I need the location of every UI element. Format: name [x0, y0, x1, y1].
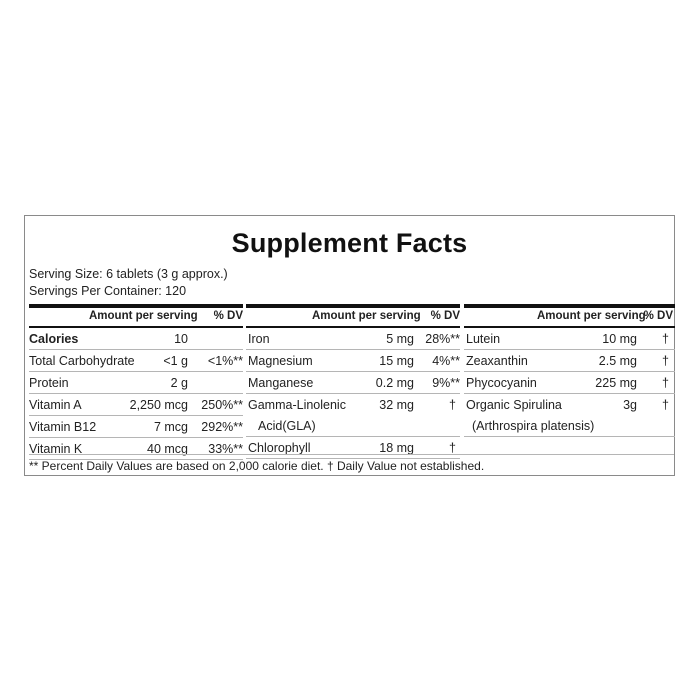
nutrient-amount: 32 mg	[379, 398, 414, 412]
dv-header: % DV	[430, 310, 460, 322]
nutrient-amount: 3g	[623, 398, 637, 412]
nutrient-row	[464, 394, 675, 415]
nutrient-name: Total Carbohydrate	[29, 354, 135, 368]
nutrient-name: Protein	[29, 376, 69, 390]
nutrient-amount: 5 mg	[386, 332, 414, 346]
nutrient-row	[29, 350, 243, 372]
nutrient-amount: 2 g	[170, 376, 188, 390]
footnote-divider	[29, 454, 674, 455]
nutrient-row	[246, 437, 460, 459]
dv-header: % DV	[643, 310, 673, 322]
nutrient-amount: 10 mg	[602, 332, 637, 346]
footnote: ** Percent Daily Values are based on 2,000 calorie diet. † Daily Value not established.	[29, 459, 485, 473]
nutrient-column-2	[246, 304, 460, 459]
nutrient-amount: 225 mg	[595, 376, 637, 390]
nutrient-name: Zeaxanthin	[466, 354, 528, 368]
nutrient-dv: 292%**	[201, 420, 243, 434]
supplement-facts-panel	[24, 215, 675, 476]
nutrient-row	[29, 328, 243, 350]
column-header	[464, 304, 675, 328]
amount-header: Amount per serving	[537, 310, 646, 322]
nutrient-dv: <1%**	[207, 354, 243, 368]
nutrient-amount: 0.2 mg	[375, 376, 414, 390]
nutrient-amount: <1 g	[163, 354, 188, 368]
nutrient-dv: 28%**	[425, 332, 460, 346]
nutrient-row	[29, 416, 243, 438]
nutrient-name: Manganese	[248, 376, 314, 390]
amount-header: Amount per serving	[312, 310, 421, 322]
dv-header: % DV	[213, 310, 243, 322]
nutrient-name: Gamma-Linolenic	[248, 398, 346, 412]
nutrient-name: Lutein	[466, 332, 501, 346]
nutrient-row	[246, 328, 460, 350]
nutrient-amount: 15 mg	[379, 354, 414, 368]
column-header	[29, 304, 243, 328]
nutrient-name: Chlorophyll	[248, 441, 311, 455]
nutrient-name: Vitamin K	[29, 442, 83, 456]
nutrient-name: Organic Spirulina	[466, 398, 562, 412]
nutrient-dv: †	[662, 354, 669, 368]
nutrient-dv: †	[662, 332, 669, 346]
nutrient-row	[246, 372, 460, 394]
nutrient-dv: †	[662, 376, 669, 390]
nutrient-amount: 2.5 mg	[598, 354, 637, 368]
nutrient-name: Iron	[248, 332, 270, 346]
nutrient-name: Magnesium	[248, 354, 313, 368]
nutrient-amount: 40 mcg	[147, 442, 188, 456]
nutrient-amount: 10	[174, 332, 188, 346]
nutrient-column-1	[29, 304, 243, 460]
nutrient-name: Calories	[29, 332, 79, 346]
nutrient-row	[246, 394, 460, 415]
nutrient-column-3	[464, 304, 675, 437]
panel-title: Supplement Facts	[231, 228, 468, 258]
column-header	[246, 304, 460, 328]
nutrient-row	[464, 328, 675, 350]
serving-size: Serving Size: 6 tablets (3 g approx.)	[29, 267, 228, 281]
nutrient-name: Phycocyanin	[466, 376, 537, 390]
nutrient-row	[29, 438, 243, 460]
nutrient-dv: †	[449, 441, 456, 455]
nutrient-row	[29, 394, 243, 416]
nutrient-row	[246, 415, 460, 437]
nutrient-dv: 250%**	[201, 398, 243, 412]
nutrient-amount: 7 mcg	[153, 420, 188, 434]
nutrient-dv: 9%**	[432, 376, 460, 390]
nutrient-name: Vitamin B12	[29, 420, 97, 434]
nutrient-row	[29, 372, 243, 394]
nutrient-name: Acid(GLA)	[258, 419, 316, 433]
nutrient-name: Vitamin A	[29, 398, 82, 412]
nutrient-row	[464, 415, 675, 437]
nutrient-row	[464, 372, 675, 394]
servings-per-container: Servings Per Container: 120	[29, 284, 187, 298]
nutrient-row	[464, 350, 675, 372]
amount-header: Amount per serving	[89, 310, 198, 322]
nutrient-name: (Arthrospira platensis)	[472, 419, 595, 433]
nutrient-amount: 18 mg	[379, 441, 414, 455]
nutrient-row	[246, 350, 460, 372]
nutrient-dv: †	[449, 398, 456, 412]
nutrient-dv: 33%**	[208, 442, 243, 456]
nutrient-dv: 4%**	[432, 354, 460, 368]
nutrient-dv: †	[662, 398, 669, 412]
nutrient-amount: 2,250 mcg	[129, 398, 188, 412]
